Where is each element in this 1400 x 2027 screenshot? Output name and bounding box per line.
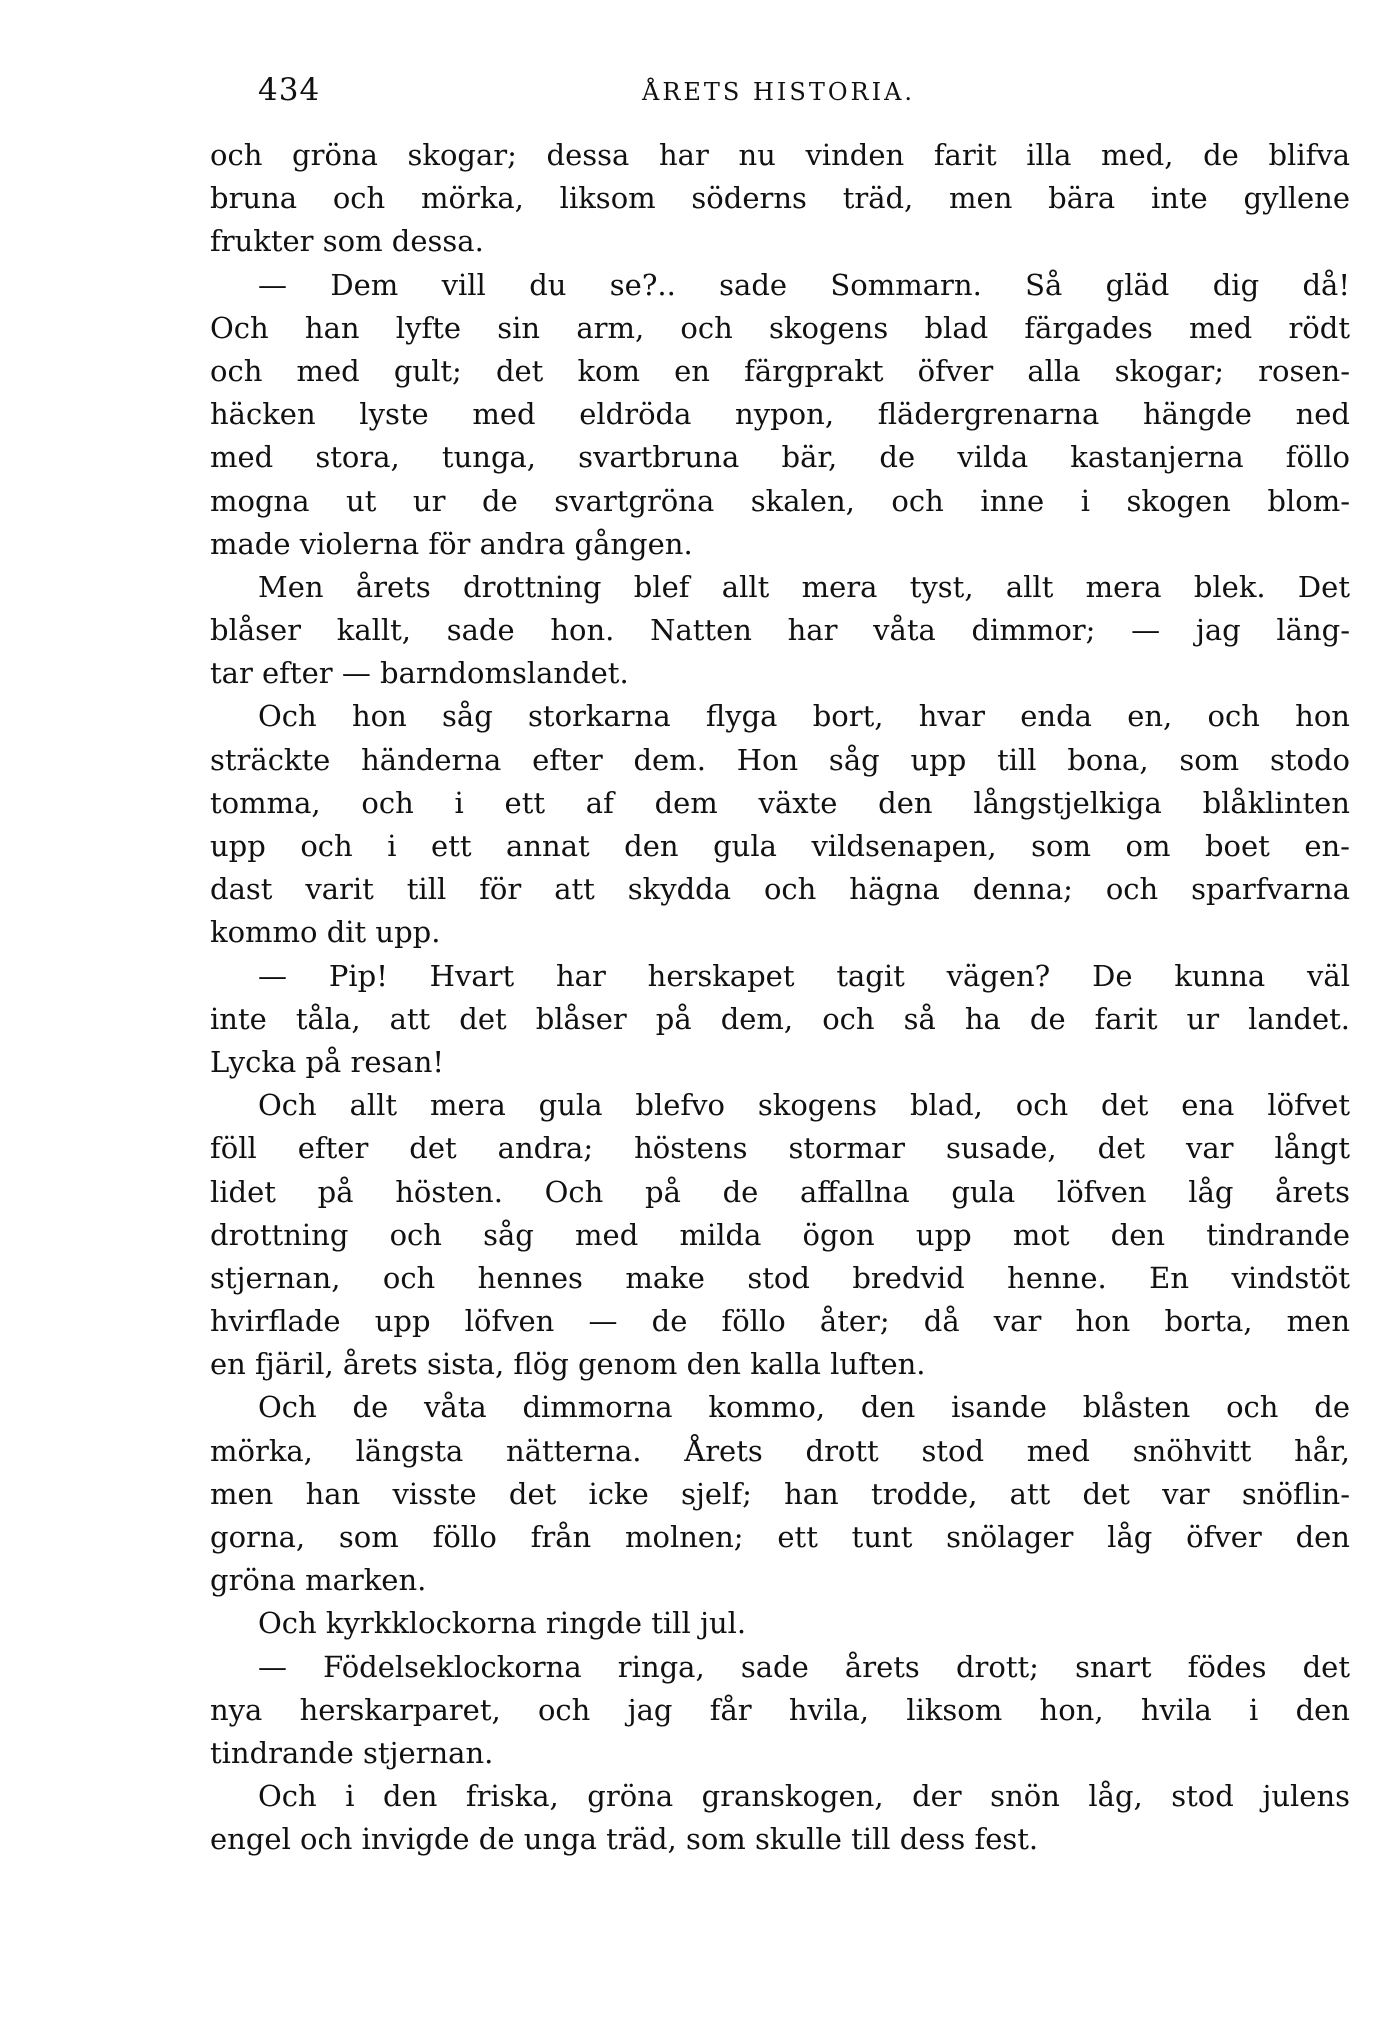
text-line: dast varit till för att skydda och hägna denna; och sparfvarna [210, 872, 1350, 907]
body-text [210, 134, 1350, 1862]
text-line: Lycka på resan! [210, 1044, 445, 1079]
text-line: stjernan, och hennes make stod bredvid henne. En vindstöt [210, 1260, 1350, 1295]
text-line: Och i den friska, gröna granskogen, der snön låg, stod julens [258, 1779, 1350, 1814]
text-line: drottning och såg med milda ögon upp mot den tindrande [210, 1217, 1350, 1252]
text-line: — Pip! Hvart har herskapet tagit vägen? De kunna väl [258, 958, 1350, 993]
text-line: Och allt mera gula blefvo skogens blad, och det ena löfvet [258, 1088, 1350, 1123]
text-line: en fjäril, årets sista, flög genom den kalla luften. [210, 1347, 926, 1382]
text-line: häcken lyste med eldröda nypon, flädergrenarna hängde ned [210, 397, 1350, 432]
text-line: gröna marken. [210, 1563, 427, 1598]
text-line: tar efter — barndomslandet. [210, 656, 629, 691]
text-line: tindrande stjernan. [210, 1735, 494, 1770]
text-line: sträckte händerna efter dem. Hon såg upp till bona, som stodo [210, 742, 1350, 777]
text-line: upp och i ett annat den gula vildsenapen, som om boet en- [210, 829, 1350, 863]
text-line: med stora, tunga, svartbruna bär, de vilda kastanjerna föllo [210, 440, 1350, 475]
text-line: Och han lyfte sin arm, och skogens blad färgades med rödt [210, 310, 1350, 345]
text-line: — Dem vill du se?.. sade Sommarn. Så gläd dig då! [258, 267, 1350, 302]
text-line: made violerna för andra gången. [210, 526, 693, 561]
text-line: blåser kallt, sade hon. Natten har våta dimmor; — jag läng- [210, 613, 1350, 648]
text-line: Och de våta dimmorna kommo, den isande blåsten och de [258, 1390, 1350, 1425]
text-line: tomma, och i ett af dem växte den långstjelkiga blåklinten [210, 785, 1350, 820]
text-line: men han visste det icke sjelf; han trodde, att det var snöflin- [210, 1476, 1350, 1511]
text-line: — Födelseklockorna ringa, sade årets drott; snart födes det [258, 1649, 1350, 1684]
text-line: och gröna skogar; dessa har nu vinden farit illa med, de blifva [210, 138, 1350, 172]
text-line: föll efter det andra; höstens stormar susade, det var långt [210, 1131, 1350, 1166]
page-number: 434 [258, 72, 321, 108]
text-line: nya herskarparet, och jag får hvila, liksom hon, hvila i den [210, 1692, 1350, 1727]
text-line: hvirflade upp löfven — de föllo åter; då var hon borta, men [210, 1304, 1350, 1339]
text-line: mörka, längsta nätterna. Årets drott stod med snöhvitt hår, [210, 1433, 1350, 1468]
text-line: Och hon såg storkarna flyga bort, hvar enda en, och hon [258, 699, 1350, 734]
text-line: bruna och mörka, liksom söderns träd, men bära inte gyllene [210, 181, 1350, 216]
text-line: gorna, som föllo från molnen; ett tunt snölager låg öfver den [210, 1520, 1350, 1554]
text-line: Och kyrkklockorna ringde till jul. [258, 1606, 747, 1641]
text-line: inte tåla, att det blåser på dem, och så ha de farit ur landet. [210, 1001, 1350, 1036]
text-line: Men årets drottning blef allt mera tyst, allt mera blek. Det [258, 569, 1350, 604]
text-line: engel och invigde de unga träd, som skulle till dess fest. [210, 1822, 1039, 1857]
text-line: frukter som dessa. [210, 224, 484, 259]
text-line: och med gult; det kom en färgprakt öfver alla skogar; rosen- [210, 353, 1350, 388]
text-line: mogna ut ur de svartgröna skalen, och inne i skogen blom- [210, 483, 1350, 518]
text-line: kommo dit upp. [210, 915, 441, 950]
text-line: lidet på hösten. Och på de affallna gula löfven låg årets [210, 1174, 1350, 1209]
running-head [210, 72, 1350, 120]
running-title: ÅRETS HISTORIA. [642, 78, 916, 106]
